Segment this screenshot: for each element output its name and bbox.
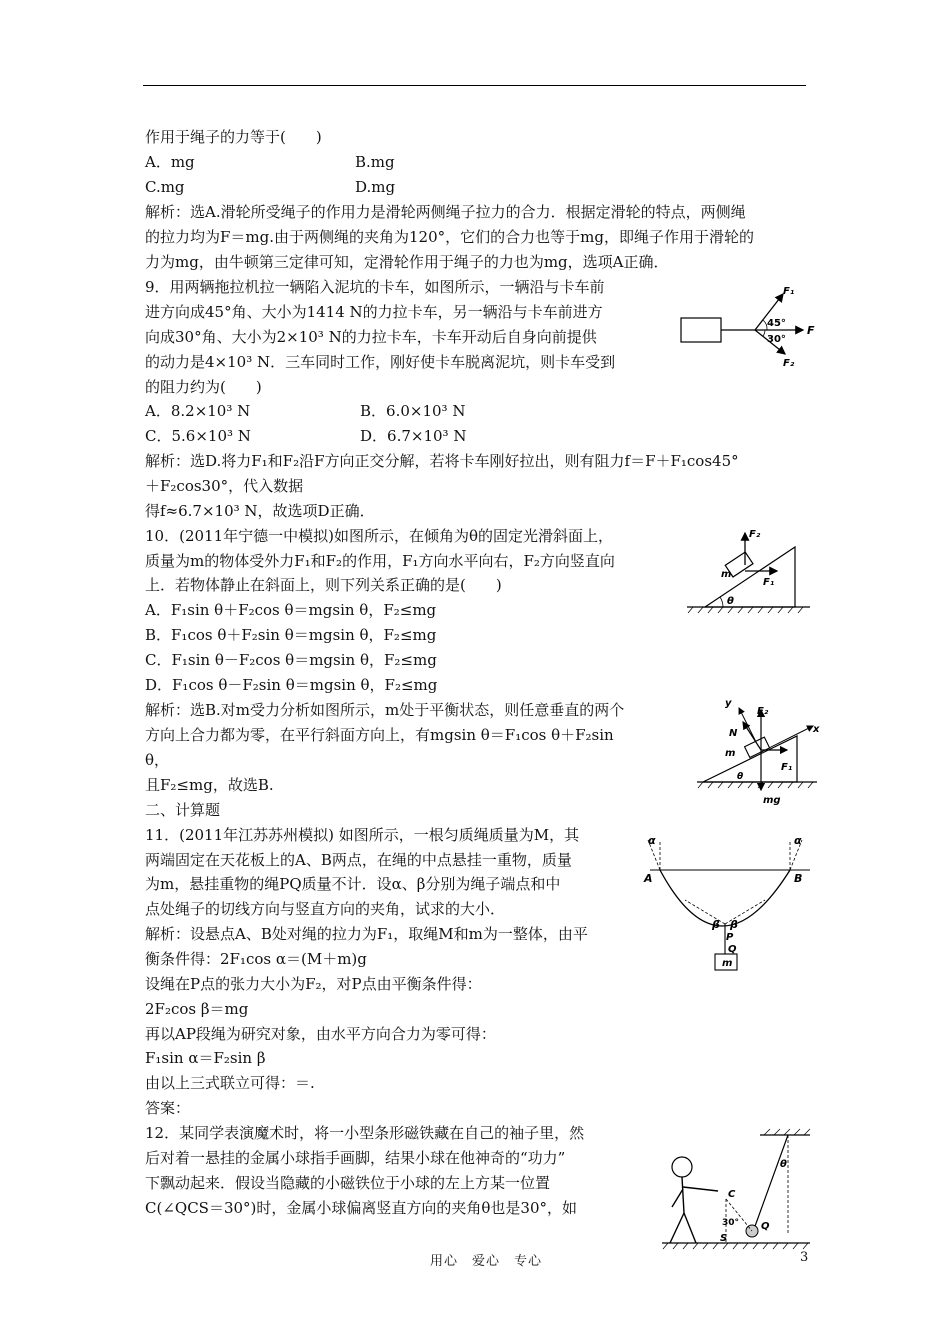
text-line: 2F₂cos β＝mg [145,1000,249,1018]
text-line: 的动力是4×10³ N．三车同时工作，刚好使卡车脱离泥坑，则卡车受到 [145,353,616,371]
label-f1: F₁ [763,577,775,588]
option-c: C.mg [145,178,185,196]
text-line: 作用于绳子的力等于( ) [145,128,322,146]
label-theta: θ [737,772,744,782]
text-line: 再以AP段绳为研究对象，由水平方向合力为零可得： [145,1025,496,1043]
text-line: 向成30°角、大小为2×10³ N的力拉卡车，卡车开动后自身向前提供 [145,328,597,346]
option-a: A．mg [145,153,195,171]
label-f1: F₁ [781,762,793,773]
text-line: 两端固定在天花板上的A、B两点，在绳的中点悬挂一重物，质量 [145,851,572,869]
label-q: Q [728,944,737,955]
label-beta-right: β [730,918,738,931]
text-line: 上．若物体静止在斜面上，则下列关系正确的是( ) [145,576,502,594]
option-d: D．6.7×10³ N [360,427,467,445]
text-line: 由以上三式联立可得：＝. [145,1074,315,1092]
text-line: C(∠QCS＝30°)时，金属小球偏离竖直方向的夹角θ也是30°，如 [145,1199,578,1217]
figure-magician [660,1125,815,1253]
label-beta-left: β [712,918,720,931]
label-alpha-left: α [648,834,656,847]
text-line: 力为mg，由牛顿第三定律可知，定滑轮作用于绳子的力也为mg，选项A正确． [145,253,669,271]
truck-box [681,318,721,342]
answer-label: 答案： [145,1099,191,1117]
text-line: 后对着一悬挂的金属小球指手画脚，结果小球在他神奇的“功力” [145,1149,566,1167]
option-b: B．F₁cos θ＋F₂sin θ＝mgsin θ，F₂≤mg [145,626,437,644]
label-45: 45° [767,318,786,329]
label-y: y [725,698,732,709]
text-line: 12．某同学表演魔术时，将一小型条形磁铁藏在自己的袖子里，然 [145,1124,585,1142]
label-a: A [644,872,653,885]
label-m: m [725,748,736,759]
label-f2: F₂ [757,706,769,717]
text-line: 的拉力均为F＝mg.由于两侧绳的夹角为120°，它们的合力也等于mg，即绳子作用于滑轮的 [145,228,754,246]
label-n: N [729,728,738,739]
label-theta: θ [727,596,734,607]
label-c: C [728,1189,736,1200]
page-number: 3 [800,1250,809,1265]
header-rule [143,85,806,86]
text-line: 质量为m的物体受外力F₁和F₂的作用，F₁方向水平向右，F₂方向竖直向 [145,552,615,570]
section-heading: 二、计算题 [145,801,221,819]
label-30: 30° [767,334,786,345]
text-line: ＋F₂cos30°，代入数据 [145,477,304,495]
text-line: 解析：设悬点A、B处对绳的拉力为F₁，取绳M和m为一整体，由平 [145,925,588,943]
label-m: m [722,958,733,969]
figure-truck-forces [675,282,825,372]
figure-incline-block [685,525,815,615]
text-line: θ， [145,751,170,769]
text-line: 9．用两辆拖拉机拉一辆陷入泥坑的卡车，如图所示，一辆沿与卡车前 [145,278,605,296]
label-x: x [813,724,820,735]
option-d: D．F₁cos θ－F₂sin θ＝mgsin θ，F₂≤mg [145,676,438,694]
text-line: 的阻力约为( ) [145,378,262,396]
text-line: 衡条件得：2F₁cos α＝(M＋m)g [145,950,367,968]
text-line: 点处绳子的切线方向与竖直方向的夹角，试求的大小． [145,900,506,918]
option-b: B.mg [355,153,395,171]
text-line: 解析：选B.对m受力分析如图所示，m处于平衡状态，则任意垂直的两个 [145,701,625,719]
text-line: 得f≈6.7×10³ N，故选项D正确． [145,502,375,520]
figure-force-analysis [695,690,825,808]
text-line: 下飘动起来．假设当隐藏的小磁铁位于小球的左上方某一位置 [145,1174,551,1192]
text-line: 解析：选A.滑轮所受绳子的作用力是滑轮两侧绳子拉力的合力．根据定滑轮的特点，两侧绳 [145,203,746,221]
label-30: 30° [722,1218,740,1228]
option-a: A．8.2×10³ N [145,402,251,420]
text-line: 10．(2011年宁德一中模拟)如图所示，在倾角为θ的固定光滑斜面上， [145,527,613,545]
label-p: P [726,932,734,943]
label-s: S [720,1233,728,1244]
label-f1: F₁ [783,286,795,297]
label-alpha-right: α [794,834,802,847]
label-f2: F₂ [783,358,795,369]
text-line: 解析：选D.将力F₁和F₂沿F方向正交分解，若将卡车刚好拉出，则有阻力f＝F＋F₁cos45° [145,452,739,470]
text-line: 且F₂≤mg，故选B. [145,776,274,794]
label-mg: mg [763,795,781,806]
text-line: 进方向成45°角、大小为1414 N的力拉卡车，另一辆沿与卡车前进方 [145,303,603,321]
option-d: D.mg [355,178,396,196]
label-b: B [794,872,803,885]
option-c: C．5.6×10³ N [145,427,251,445]
option-a: A．F₁sin θ＋F₂cos θ＝mgsin θ，F₂≤mg [145,601,437,619]
label-m: m [721,569,732,580]
option-c: C．F₁sin θ－F₂cos θ＝mgsin θ，F₂≤mg [145,651,437,669]
option-b: B．6.0×10³ N [360,402,466,420]
text-line: 11．(2011年江苏苏州模拟) 如图所示，一根匀质绳质量为M，其 [145,826,580,844]
label-theta: θ [780,1159,787,1170]
label-f: F [807,324,815,337]
page-footer: 用心 爱心 专心 [430,1254,543,1269]
text-line: F₁sin α＝F₂sin β [145,1049,266,1067]
figure-hanging-rope [640,832,820,977]
label-f2: F₂ [749,529,761,540]
label-q: Q [761,1221,770,1232]
text-line: 设绳在P点的张力大小为F₂，对P点由平衡条件得： [145,975,482,993]
text-line: 为m，悬挂重物的绳PQ质量不计．设α、β分别为绳子端点和中 [145,875,561,893]
text-line: 方向上合力都为零，在平行斜面方向上，有mgsin θ＝F₁cos θ＋F₂sin [145,726,614,744]
